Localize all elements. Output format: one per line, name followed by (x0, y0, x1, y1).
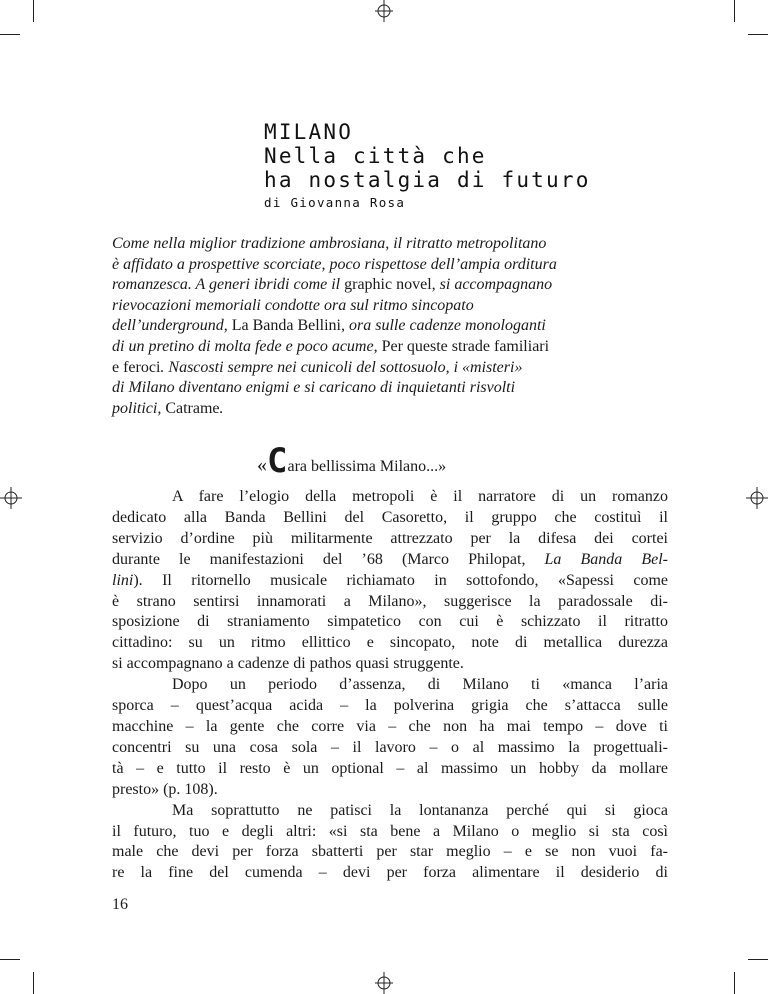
body-line (112, 654, 668, 675)
abstract-italic-text: , si accompagnano (431, 276, 553, 294)
article-title-block (264, 120, 591, 212)
registration-mark-top (373, 0, 395, 22)
abstract-italic-text: Come nella miglior tradizione ambrosiana, il ritratto metropolitano (112, 235, 547, 252)
crop-mark-top-left-vertical (33, 0, 34, 22)
body-text-run: dedicato alla Banda Bellini del Casoretto, il gruppo che costituì il (112, 508, 668, 526)
page-number: 16 (112, 896, 128, 913)
body-text-run: ). Il ritornello musicale richiamato in sottofondo, «Sapessi come (133, 571, 668, 589)
abstract-roman-text: Per queste strade familiari (381, 337, 550, 355)
crop-mark-top-right-vertical (734, 0, 735, 22)
body-line (112, 780, 668, 801)
crop-mark-bottom-right-horizontal (748, 959, 768, 960)
body-text-run: sposizione di straniamento simpatetico con cui è schizzato il ritratto (112, 613, 668, 631)
crop-mark-bottom-right-vertical (734, 972, 735, 994)
crop-mark-top-left-horizontal (0, 34, 20, 35)
title-line-3: ha nostalgia di futuro (264, 168, 591, 192)
body-line (112, 487, 668, 508)
opening-quote (257, 441, 447, 481)
abstract-italic-text: di Milano diventano enigmi e si caricano di inquietanti risvolti (112, 379, 516, 397)
registration-mark-left (0, 487, 22, 509)
body-line (112, 738, 668, 759)
body-text-run: Ma soprattutto ne patisci la lontananza perché qui si gioca (172, 801, 668, 819)
abstract-line (112, 296, 668, 317)
body-text-run: re la fine del cumenda – devi per forza alimentare il desiderio di (112, 864, 668, 882)
abstract-line (112, 275, 668, 296)
abstract-roman-text: graphic novel (344, 276, 432, 294)
abstract-italic-text: rievocazioni memoriali condotte ora sul ritmo sincopato (112, 296, 474, 314)
body-line (112, 508, 668, 529)
abstract-italic-text: , ora sulle cadenze monologanti (341, 317, 546, 335)
abstract-paragraph (112, 234, 668, 419)
body-text-run: A fare l’elogio della metropoli è il narratore di un romanzo (172, 488, 668, 505)
body-line (112, 529, 668, 550)
crop-mark-top-right-horizontal (748, 34, 768, 35)
crop-mark-bottom-left-horizontal (0, 959, 20, 960)
body-text-run: il futuro, tuo e degli altri: «si sta bene a Milano o meglio si sta così (112, 822, 668, 840)
body-text-run: presto» (p. 108). (112, 780, 218, 798)
author-byline: di Giovanna Rosa (264, 195, 406, 210)
body-text-run: è strano sentirsi innamorati a Milano», suggerisce la paradossale di- (112, 592, 668, 610)
abstract-italic-text: romanzesca. A generi ibridi come il (112, 276, 345, 294)
body-line (112, 759, 668, 780)
body-line (112, 592, 668, 613)
body-line (112, 863, 668, 884)
body-line (112, 550, 668, 571)
drop-cap: C (267, 441, 288, 481)
body-line (112, 842, 668, 863)
abstract-line (112, 234, 668, 255)
body-line (112, 633, 668, 654)
abstract-line (112, 358, 668, 379)
abstract-roman-text: La Banda Bellini (231, 317, 341, 335)
body-text-run: durante le manifestazioni del ’68 (Marco Philopat, (112, 550, 545, 568)
title-city: MILANO (264, 120, 354, 144)
body-text-run: macchine – la gente che corre via – che non ha mai tempo – dove ti (112, 717, 668, 735)
body-line (112, 801, 668, 822)
abstract-line (112, 399, 668, 420)
opening-guillemet: « (257, 454, 267, 476)
abstract-roman-text: Catrame (165, 399, 220, 417)
body-text-run: Dopo un periodo d’assenza, di Milano ti «manca l’aria (172, 676, 668, 694)
body-text-run: servizio d’ordine più militarmente attrezzato per la difesa dei cortei (112, 529, 668, 547)
opening-quote-text: ara bellissima Milano...» (287, 458, 447, 475)
crop-mark-bottom-left-vertical (33, 972, 34, 994)
body-text-run: cittadino: su un ritmo ellittico e sincopato, note di metallica durezza (112, 634, 668, 652)
body-line (112, 675, 668, 696)
abstract-line (112, 316, 668, 337)
body-italic-text: La Banda Bel- (544, 550, 668, 568)
abstract-italic-text: dell’underground, (112, 317, 232, 335)
body-text-run: si accompagnano a cadenze di pathos quasi struggente. (112, 655, 464, 673)
abstract-italic-text: è affidato a prospettive scorciate, poco rispettose dell’ampia orditura (112, 255, 557, 273)
registration-mark-bottom (373, 972, 395, 994)
body-line (112, 822, 668, 843)
abstract-italic-text: di un pretino di molta fede e poco acume, (112, 337, 382, 355)
abstract-italic-text: politici, (112, 399, 166, 417)
body-text-run: tà – e tutto il resto è un optional – al massimo un hobby da mollare (112, 759, 668, 777)
abstract-italic-text: . Nascosti sempre nei cunicoli del sottosuolo, i «misteri» (160, 358, 523, 376)
body-line (112, 696, 668, 717)
body-line (112, 571, 668, 592)
body-text (112, 487, 668, 884)
body-line (112, 717, 668, 738)
abstract-roman-text: e feroci (112, 358, 161, 376)
body-text-run: sporca – quest’acqua acida – la polverina grigia che s’attacca sulle (112, 697, 668, 715)
registration-mark-right (746, 487, 768, 509)
body-line (112, 612, 668, 633)
abstract-line (112, 378, 668, 399)
abstract-italic-text: . (219, 399, 224, 417)
abstract-line (112, 255, 668, 276)
body-italic-text: lini (112, 571, 134, 589)
title-line-2: Nella città che (264, 144, 487, 168)
body-text-run: male che devi per forza sbatterti per star meglio – e se non vuoi fa- (112, 843, 668, 861)
abstract-line (112, 337, 668, 358)
body-text-run: concentri su una cosa sola – il lavoro – o al massimo la progettuali- (112, 738, 668, 756)
